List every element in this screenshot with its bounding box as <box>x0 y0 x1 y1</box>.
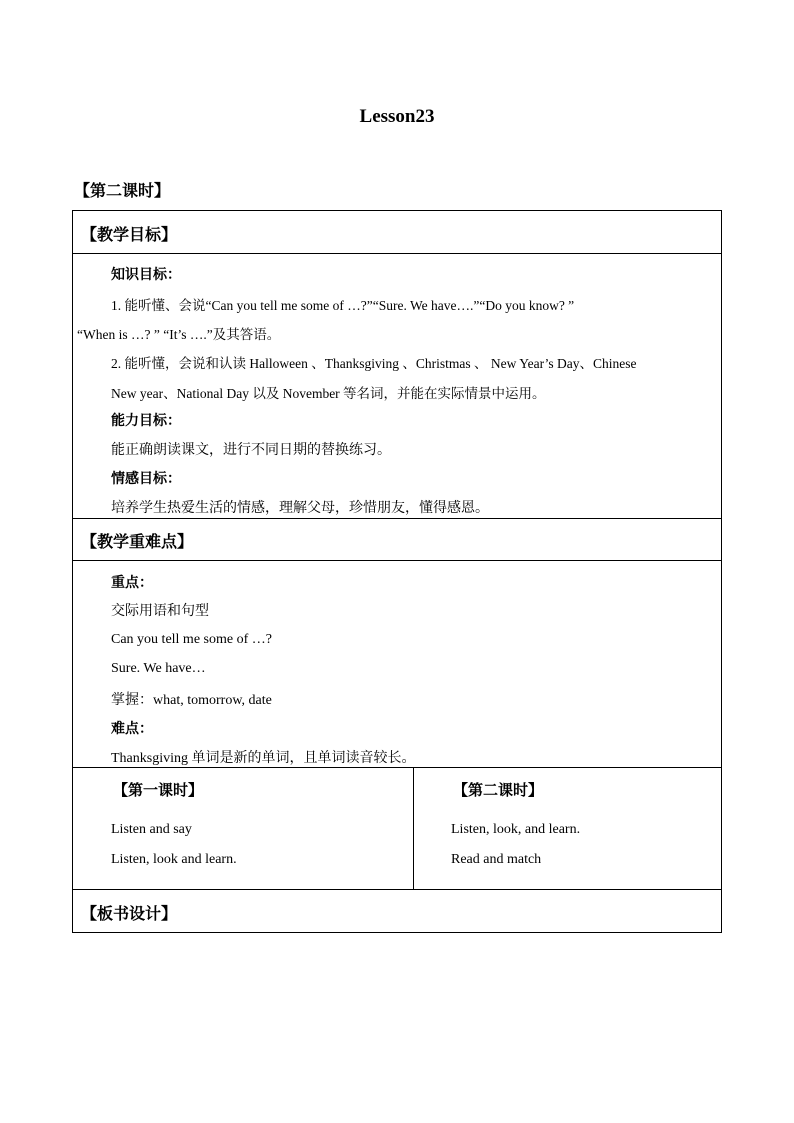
first-period-item: Listen and say <box>111 822 192 837</box>
column-divider <box>413 767 414 889</box>
row-divider <box>73 518 721 519</box>
key-points-heading: 【教学重难点】 <box>81 532 194 551</box>
focus-line-3: Sure. We have… <box>111 661 206 676</box>
focus-label: 重点： <box>111 575 153 591</box>
difficulty-text: Thanksgiving 单词是新的单词，且单词读音较长。 <box>111 751 416 766</box>
first-period-heading: 【第一课时】 <box>113 781 204 799</box>
document-title: Lesson23 <box>359 106 435 127</box>
first-period-item: Listen, look and learn. <box>111 852 237 867</box>
objectives-heading: 【教学目标】 <box>81 225 178 244</box>
second-period-item: Listen, look, and learn. <box>451 822 581 837</box>
knowledge-item-2-line-1: 2. 能听懂，会说和认读 Halloween 、Thanksgiving 、Christmas 、 New Year’s Day、Chinese <box>111 356 637 371</box>
knowledge-item-2-line-2: New year、National Day 以及 November 等名词，并能在实际情景中运用。 <box>111 386 546 401</box>
second-period-item: Read and match <box>451 852 542 867</box>
row-divider <box>73 889 721 890</box>
ability-label: 能力目标： <box>111 413 181 429</box>
emotion-label: 情感目标： <box>111 471 181 487</box>
second-period-heading: 【第二课时】 <box>453 781 544 799</box>
focus-line-1: 交际用语和句型 <box>111 603 209 619</box>
knowledge-label: 知识目标： <box>111 267 181 283</box>
row-divider <box>73 253 721 254</box>
focus-line-2: Can you tell me some of …? <box>111 632 272 647</box>
difficulty-label: 难点： <box>111 721 153 737</box>
knowledge-item-1-line-1: 1. 能听懂、会说“Can you tell me some of …?”“Sure. We have….”“Do you know? ” <box>111 298 575 313</box>
row-divider <box>73 767 721 768</box>
row-divider <box>73 560 721 561</box>
board-design-heading: 【板书设计】 <box>81 904 178 923</box>
ability-text: 能正确朗读课文，进行不同日期的替换练习。 <box>111 442 391 458</box>
knowledge-item-1-line-2: “When is …? ” “It’s ….”及其答语。 <box>77 327 281 342</box>
session-heading: 【第二课时】 <box>74 181 171 200</box>
lesson-plan-table <box>72 210 722 933</box>
emotion-text: 培养学生热爱生活的情感，理解父母，珍惜朋友，懂得感恩。 <box>111 500 489 516</box>
focus-line-4: 掌握：what, tomorrow, date <box>111 693 272 708</box>
